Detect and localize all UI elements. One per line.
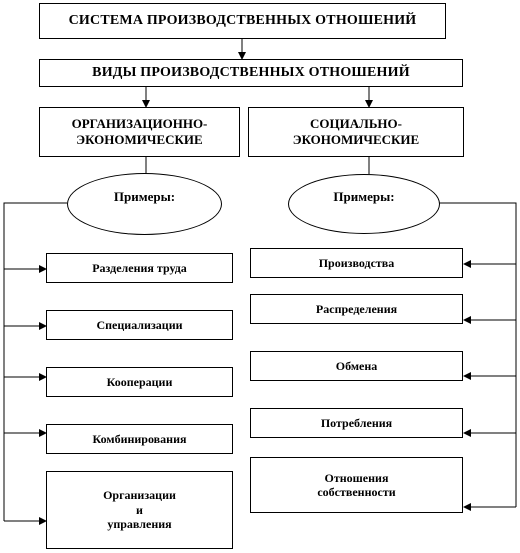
left-examples-label: Примеры: xyxy=(113,189,176,204)
right-item-label: Обмена xyxy=(335,358,378,373)
left-item-label: Кооперации xyxy=(106,374,173,389)
left-item-cooperation xyxy=(46,367,233,397)
left-item-organization-management xyxy=(46,471,233,549)
right-heading-line1: СОЦИАЛЬНО- xyxy=(310,116,402,132)
left-last-line2: и xyxy=(136,502,143,517)
right-heading-line2: ЭКОНОМИЧЕСКИЕ xyxy=(292,132,420,147)
subtitle-box xyxy=(39,59,463,87)
left-item-label: Специализации xyxy=(96,317,183,332)
left-heading-box xyxy=(39,107,240,157)
right-item-distribution xyxy=(250,294,463,324)
title-box xyxy=(39,3,446,39)
right-heading-box xyxy=(248,107,464,157)
left-last-line3: управления xyxy=(107,517,172,532)
right-item-exchange xyxy=(250,351,463,381)
right-last-line1: Отношения xyxy=(324,470,389,485)
left-heading-line1: ОРГАНИЗАЦИОННО- xyxy=(71,116,208,132)
right-item-label: Производства xyxy=(318,255,395,270)
left-item-label: Комбинирования xyxy=(92,431,187,446)
left-last-line1: Организации xyxy=(103,488,176,503)
right-item-label: Распределения xyxy=(315,301,398,316)
left-heading-line2: ЭКОНОМИЧЕСКИЕ xyxy=(76,132,203,147)
left-item-combination xyxy=(46,424,233,454)
right-examples-label: Примеры: xyxy=(333,189,395,204)
subtitle-text: ВИДЫ ПРОИЗВОДСТВЕННЫХ ОТНОШЕНИЙ xyxy=(92,64,410,80)
left-item-label: Разделения труда xyxy=(92,260,187,275)
right-examples-ellipse xyxy=(288,174,440,234)
left-item-specialization xyxy=(46,310,233,340)
right-item-label: Потребления xyxy=(320,415,393,430)
right-last-line2: собственности xyxy=(317,485,396,499)
left-examples-ellipse xyxy=(67,173,222,235)
right-item-property-relations xyxy=(250,457,463,513)
right-item-production xyxy=(250,248,463,278)
title-text: СИСТЕМА ПРОИЗВОДСТВЕННЫХ ОТНОШЕНИЙ xyxy=(68,12,417,28)
left-item-division-of-labor xyxy=(46,253,233,283)
right-item-consumption xyxy=(250,408,463,438)
